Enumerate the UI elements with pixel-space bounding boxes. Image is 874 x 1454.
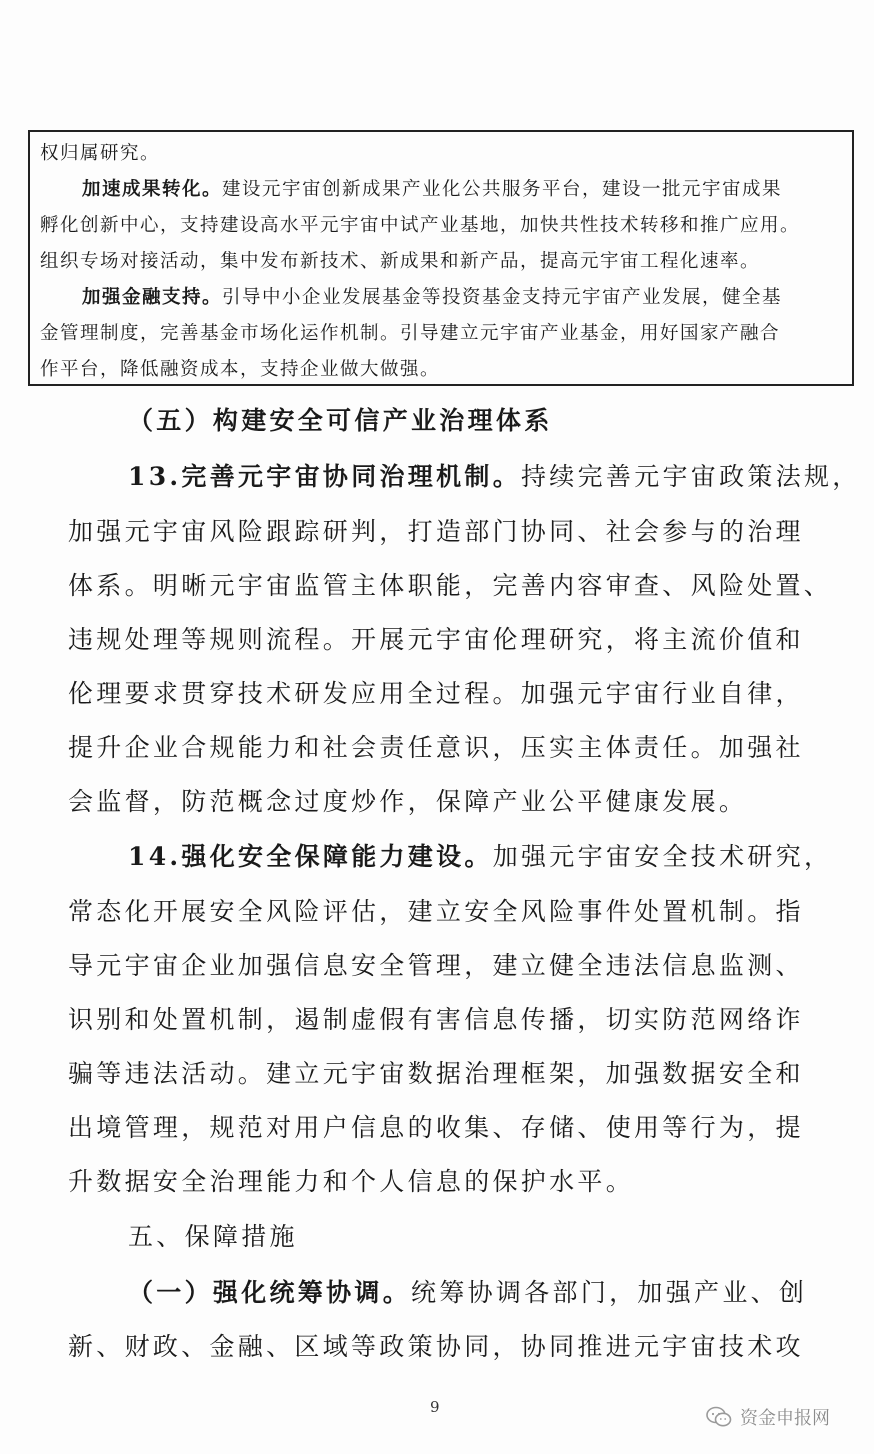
box-text: 建设元宇宙创新成果产业化公共服务平台，建设一批元宇宙成果 <box>222 179 783 200</box>
box-line: 金管理制度，完善基金市场化运作机制。引导建立元宇宙产业基金，用好国家产融合 <box>40 323 781 344</box>
paragraph-line: 识别和处置机制，遏制虚假有害信息传播，切实防范网络诈 <box>68 1005 804 1034</box>
paragraph-line: 出境管理，规范对用户信息的收集、存储、使用等行为，提 <box>68 1113 804 1142</box>
paragraph-line <box>128 1276 807 1310</box>
paragraph-text: 持续完善元宇宙政策法规， <box>521 462 861 491</box>
paragraph-line: 伦理要求贯穿技术研发应用全过程。加强元宇宙行业自律， <box>68 679 804 708</box>
item-title: 14.强化安全保障能力建设。 <box>128 842 493 871</box>
section-heading: 五、保障措施 <box>128 1222 298 1251</box>
paragraph-text: 统筹协调各部门，加强产业、创 <box>411 1278 808 1307</box>
paragraph-line: 提升企业合规能力和社会责任意识，压实主体责任。加强社 <box>68 733 804 762</box>
page-number: 9 <box>430 1398 440 1416</box>
paragraph-line: 会监督，防范概念过度炒作，保障产业公平健康发展。 <box>68 787 748 816</box>
section-heading: （五）构建安全可信产业治理体系 <box>128 406 553 435</box>
paragraph-line: 新、财政、金融、区域等政策协同，协同推进元宇宙技术攻 <box>68 1332 804 1361</box>
paragraph-line: 导元宇宙企业加强信息安全管理，建立健全违法信息监测、 <box>68 951 804 980</box>
box-line: 作平台，降低融资成本，支持企业做大做强。 <box>40 359 441 380</box>
paragraph-line: 体系。明晰元宇宙监管主体职能，完善内容审查、风险处置、 <box>68 571 833 600</box>
source-watermark <box>706 1404 830 1430</box>
boxed-excerpt <box>28 130 854 386</box>
box-line: 孵化创新中心，支持建设高水平元宇宙中试产业基地，加快共性技术转移和推广应用。 <box>40 215 801 236</box>
wechat-icon <box>706 1406 732 1428</box>
paragraph-text: 加强元宇宙安全技术研究， <box>492 842 833 871</box>
paragraph-line: 骗等违法活动。建立元宇宙数据治理框架，加强数据安全和 <box>68 1059 804 1088</box>
box-line <box>82 286 782 310</box>
box-line: 组织专场对接活动，集中发布新技术、新成果和新产品，提高元宇宙工程化速率。 <box>40 251 761 272</box>
box-subheading: 加速成果转化。 <box>82 179 223 200</box>
item-title: 13.完善元宇宙协同治理机制。 <box>128 462 521 491</box>
paragraph-line <box>128 460 861 494</box>
watermark-text: 资金申报网 <box>740 1408 830 1429</box>
paragraph-line: 升数据安全治理能力和个人信息的保护水平。 <box>68 1167 635 1196</box>
item-title: （一）强化统筹协调。 <box>128 1278 412 1307</box>
paragraph-line <box>128 840 832 874</box>
paragraph-line: 常态化开展安全风险评估，建立安全风险事件处置机制。指 <box>68 897 804 926</box>
box-line <box>82 178 782 202</box>
paragraph-line: 违规处理等规则流程。开展元宇宙伦理研究，将主流价值和 <box>68 625 804 654</box>
box-text: 引导中小企业发展基金等投资基金支持元宇宙产业发展，健全基 <box>222 287 783 308</box>
box-line: 权归属研究。 <box>40 143 161 164</box>
box-subheading: 加强金融支持。 <box>82 287 223 308</box>
paragraph-line: 加强元宇宙风险跟踪研判，打造部门协同、社会参与的治理 <box>68 517 804 546</box>
